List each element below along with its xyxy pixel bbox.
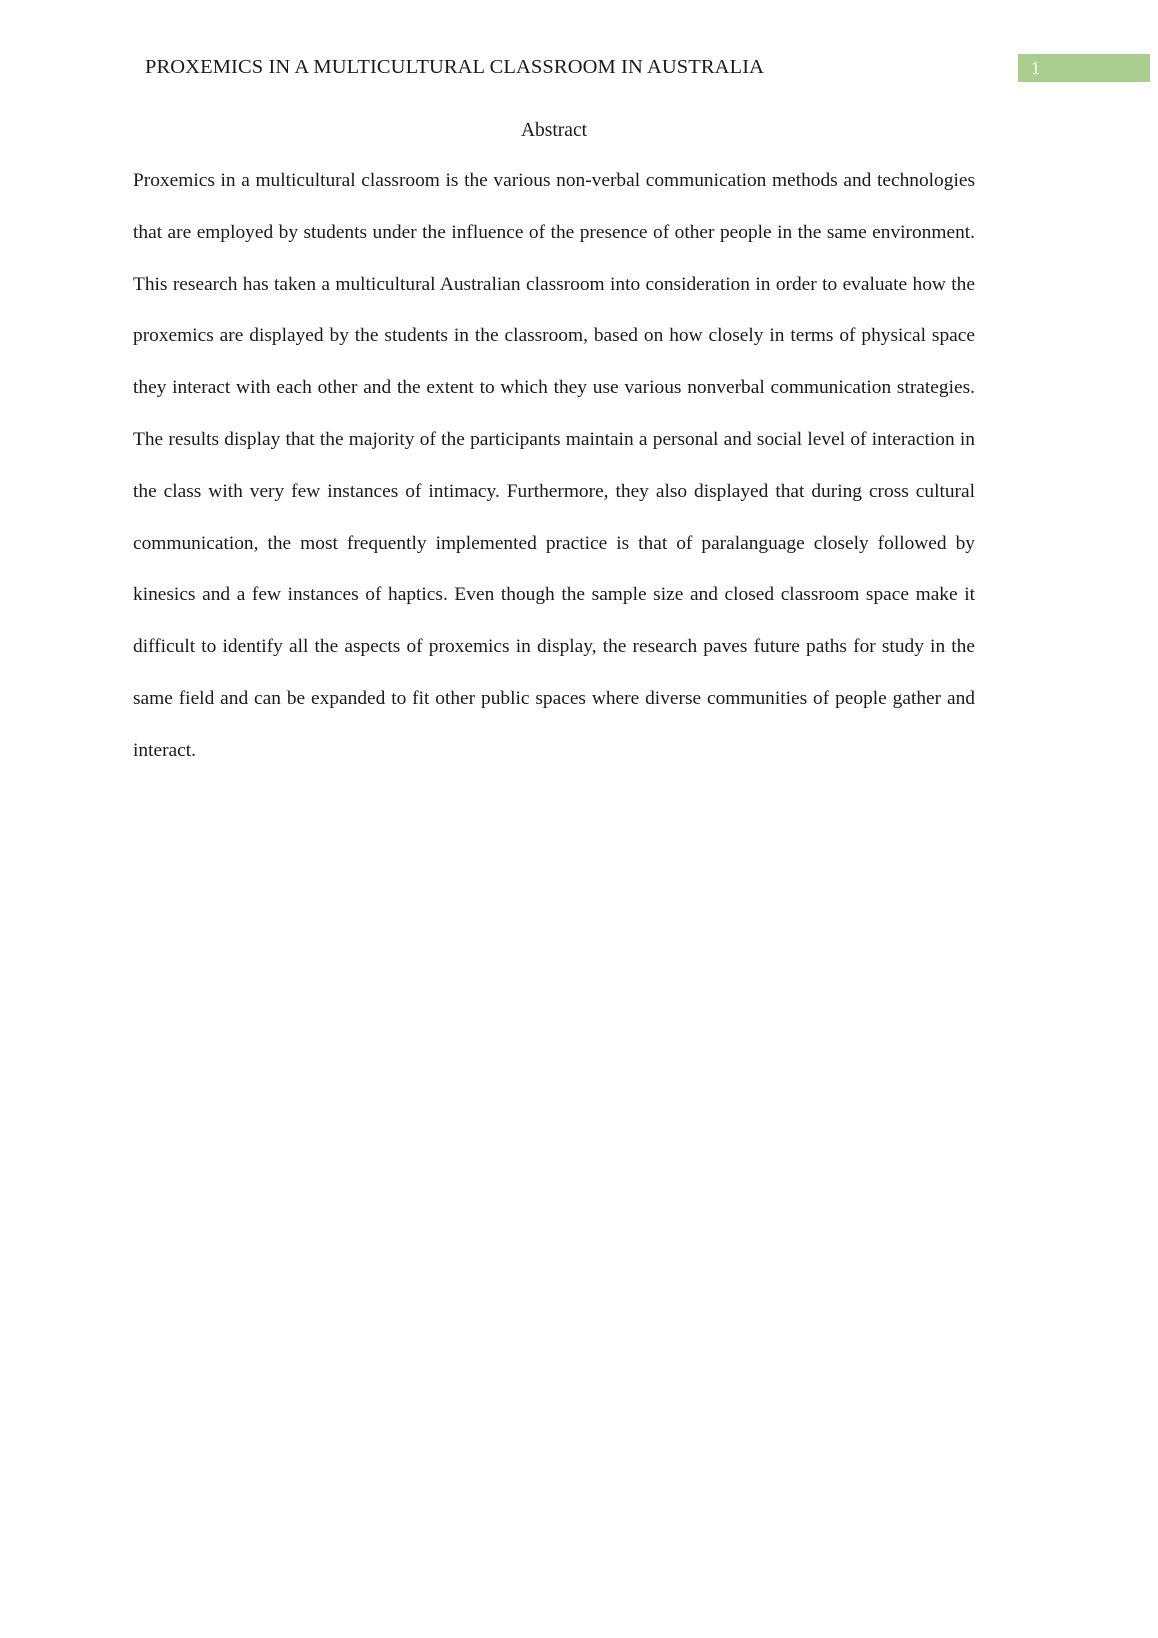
page-number-badge xyxy=(1018,54,1150,82)
running-head: PROXEMICS IN A MULTICULTURAL CLASSROOM IN AUSTRALIA xyxy=(145,56,765,78)
abstract-section xyxy=(133,118,975,828)
abstract-heading: Abstract xyxy=(520,120,588,141)
abstract-paragraph: Proxemics in a multicultural classroom is the various non-verbal communication methods and technologies that are employed by students under the influence of the presence of other people in the same environment. This research has taken a multicultural Australian classroom into consideration in order to evaluate how the proxemics are displayed by the students in the classroom, based on how closely in terms of physical space they interact with each other and the extent to which they use various nonverbal communication strategies. The results display that the majority of the participants maintain a personal and social level of interaction in the class with very few instances of intimacy. Furthermore, they also displayed that during cross cultural communication, the most frequently implemented practice is that of paralanguage closely followed by kinesics and a few instances of haptics. Even though the sample size and closed classroom space make it difficult to identify all the aspects of proxemics in display, the research paves future paths for study in the same field and can be expanded to fit other public spaces where diverse communities of people gather and interact. xyxy=(133,170,975,761)
page-number: 1 xyxy=(1031,58,1040,78)
